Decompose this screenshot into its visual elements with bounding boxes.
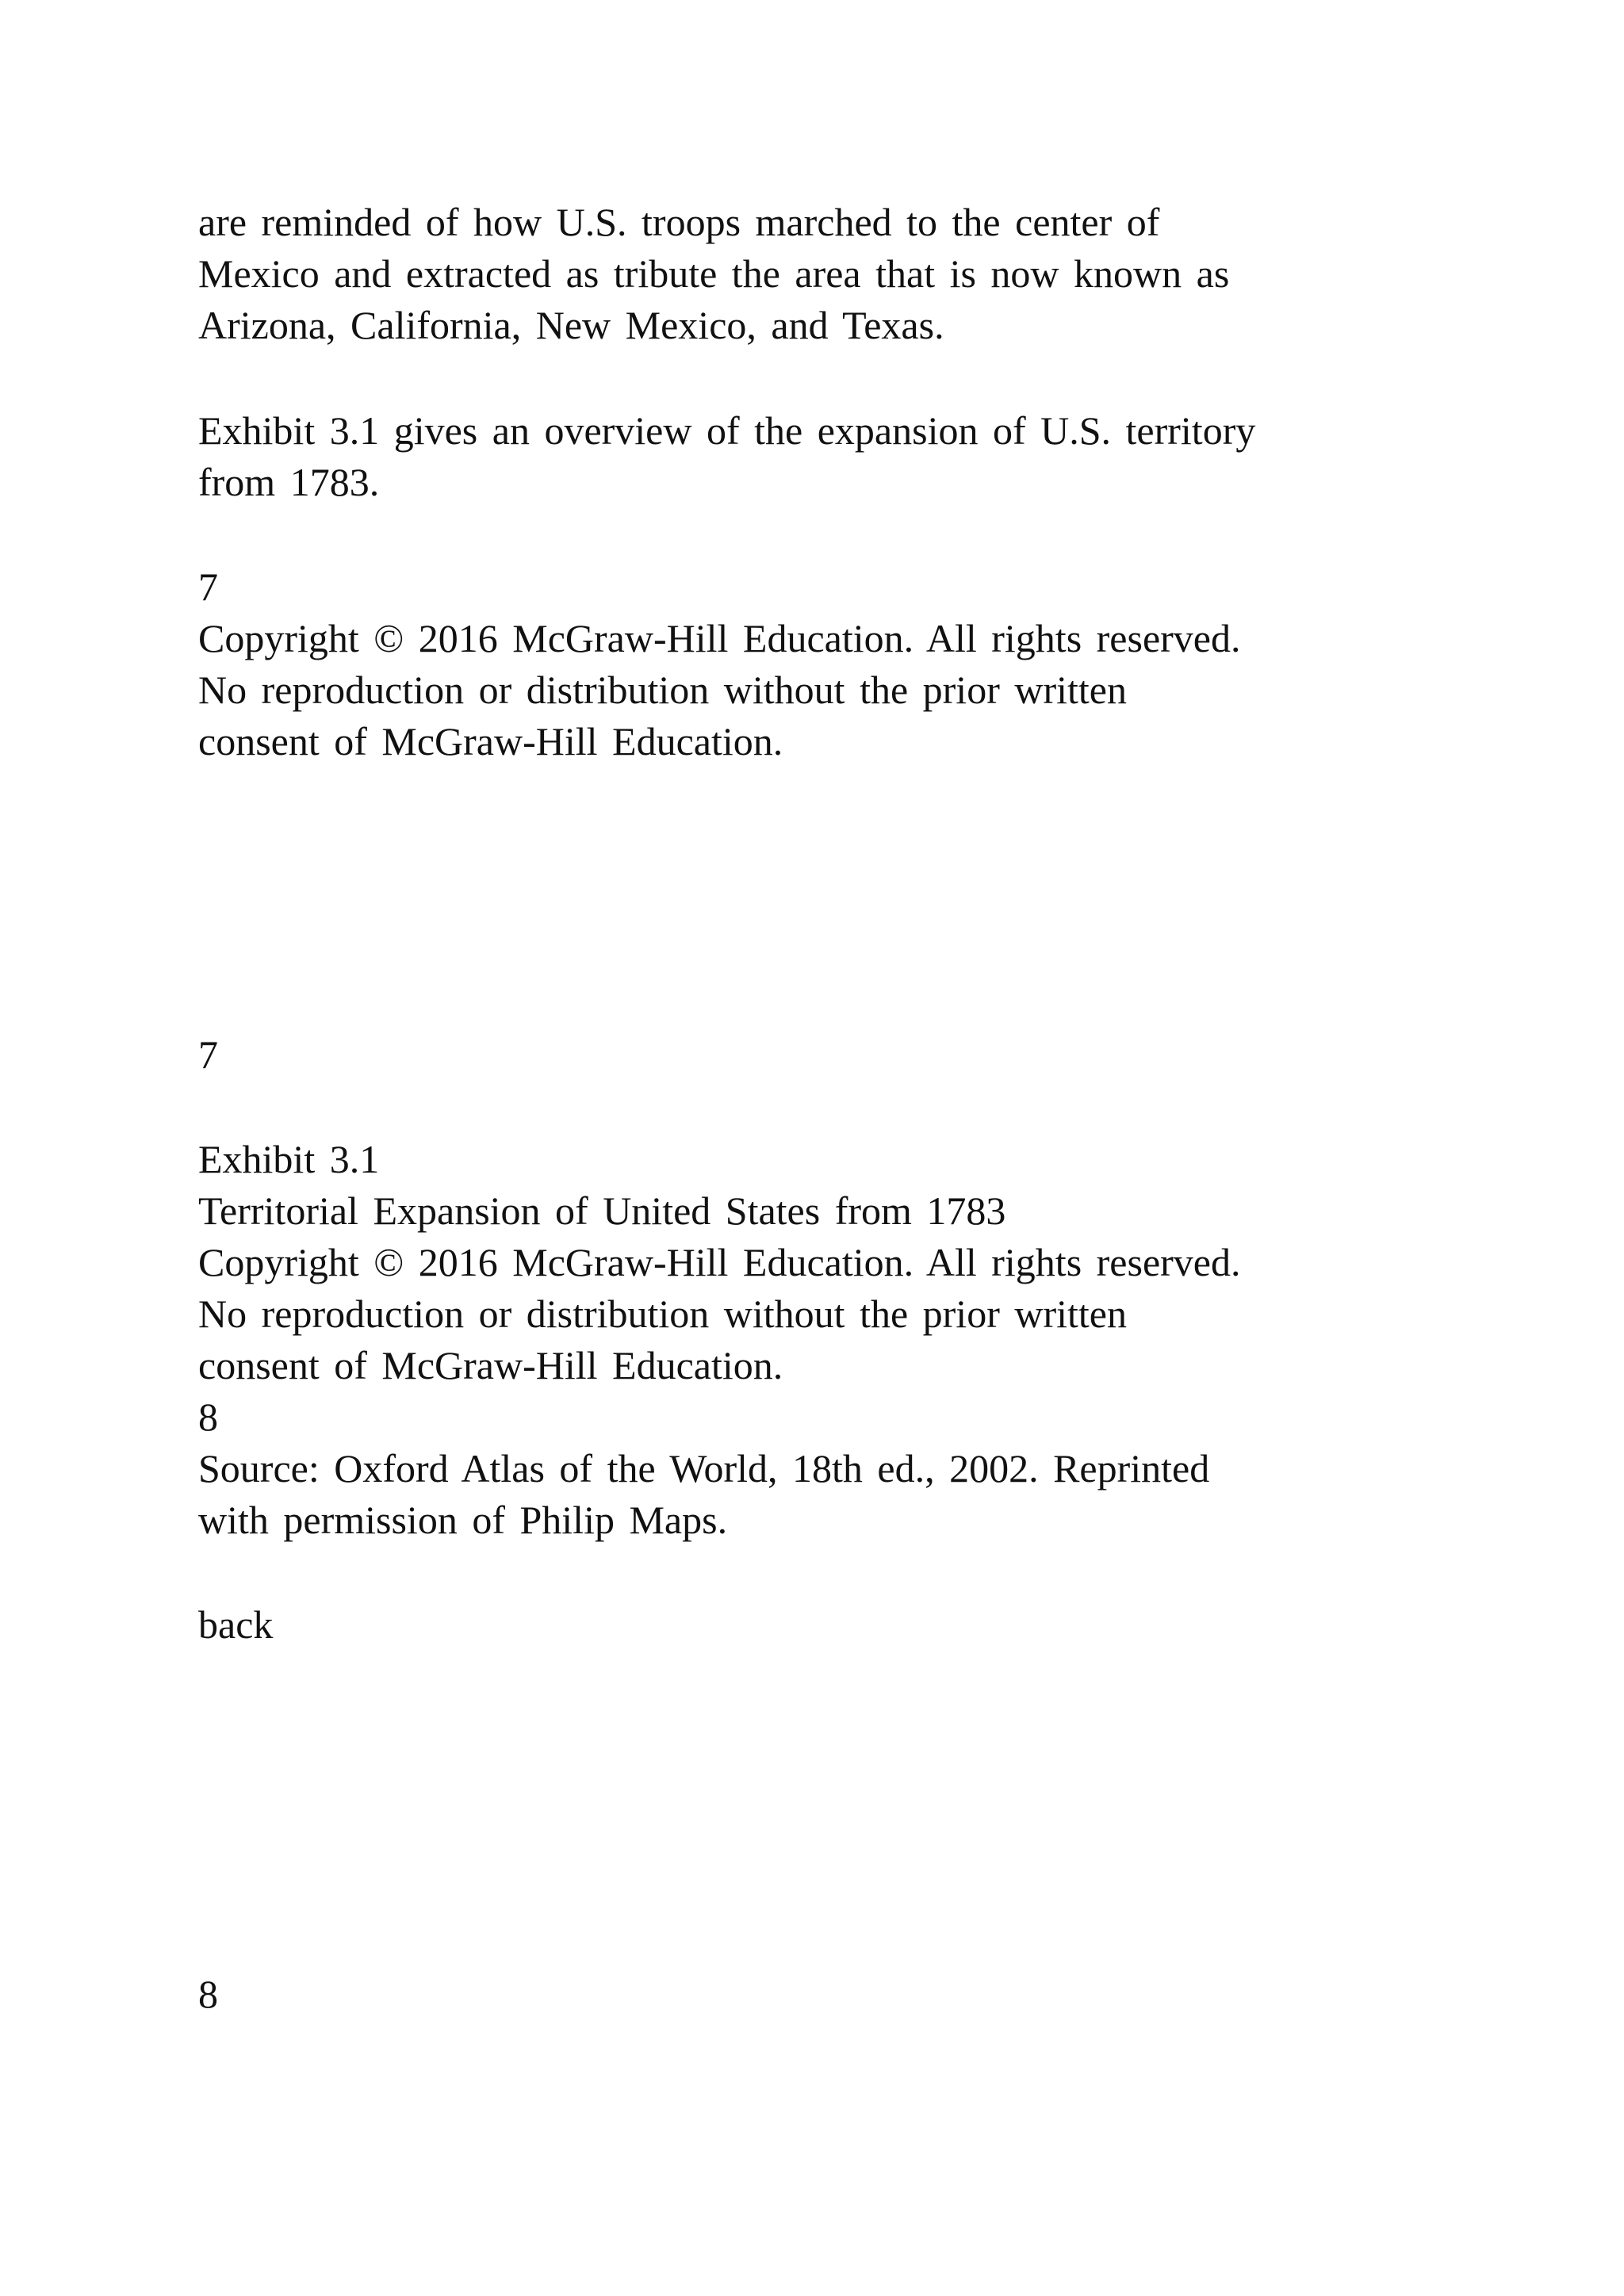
source-note-line: with permission of Philip Maps. <box>198 1498 728 1542</box>
back-link[interactable]: back <box>198 1602 274 1647</box>
copyright-line: No reproduction or distribution without the prior written <box>198 668 1127 712</box>
slide-number: 7 <box>198 564 218 609</box>
copyright-line: No reproduction or distribution without the prior written <box>198 1292 1127 1336</box>
copyright-line: Copyright © 2016 McGraw-Hill Education. All rights reserved. <box>198 1240 1241 1284</box>
body-text-line: Mexico and extracted as tribute the area that is now known as <box>198 251 1230 296</box>
exhibit-title: Territorial Expansion of United States from 1783 <box>198 1188 1006 1233</box>
copyright-line: consent of McGraw-Hill Education. <box>198 1343 783 1387</box>
body-text-line: Exhibit 3.1 gives an overview of the expansion of U.S. territory <box>198 408 1256 453</box>
copyright-line: consent of McGraw-Hill Education. <box>198 719 783 763</box>
notes-page-number: 8 <box>198 1972 218 2016</box>
slide-number: 8 <box>198 1395 218 1439</box>
body-text-line: from 1783. <box>198 460 380 504</box>
copyright-line: Copyright © 2016 McGraw-Hill Education. All rights reserved. <box>198 616 1241 660</box>
source-note-line: Source: Oxford Atlas of the World, 18th ed., 2002. Reprinted <box>198 1446 1210 1490</box>
body-text-line: Arizona, California, New Mexico, and Texas. <box>198 303 944 347</box>
body-text-line: are reminded of how U.S. troops marched to the center of <box>198 200 1160 244</box>
exhibit-label: Exhibit 3.1 <box>198 1137 380 1181</box>
notes-page-number: 7 <box>198 1032 218 1077</box>
